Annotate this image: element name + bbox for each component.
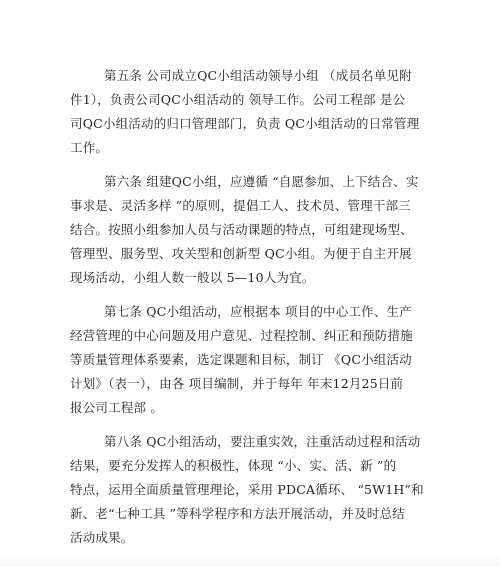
article-5-paragraph xyxy=(70,64,422,160)
article-8-line-5: 活动成果。 xyxy=(70,530,134,545)
article-7-line-3: 等质量管理体系要素，选定课题和目标，制订 《QC小组活动 xyxy=(70,352,412,367)
document-body xyxy=(70,64,424,560)
article-5-line-2: 件1），负责公司QC小组活动的 领导工作。公司工程部 是公 xyxy=(70,92,406,107)
article-6-line-1: 第六条 组建QC小组，应遵循 “自愿参加、上下结合、实 xyxy=(104,174,419,189)
article-7-line-5: 报公司工程部 。 xyxy=(70,400,164,415)
article-8-line-4: 新、老“七种工具 ”等科学程序和方法开展活动，并及时总结 xyxy=(70,506,405,521)
article-5-line-1: 第五条 公司成立QC小组活动领导小组 （成员名单见附 xyxy=(104,68,412,83)
article-6-paragraph xyxy=(70,170,422,290)
article-8-line-2: 结果，要充分发挥人的积极性，体现 “小、实、活、新 ”的 xyxy=(70,458,397,473)
article-6-line-2: 事求是、灵活多样 ”的原则，提倡工人、技术员、管理干部三 xyxy=(70,198,411,213)
article-6-line-3: 结合。按照小组参加人员与活动课题的特点，可组建现场型、 xyxy=(70,222,413,237)
article-6-line-5: 现场活动，小组人数一般以 5—10人为宜。 xyxy=(70,270,315,285)
article-7-paragraph xyxy=(70,300,422,420)
article-7-line-2: 经营管理的中心问题及用户意见、过程控制、纠正和预防措施 xyxy=(70,328,413,343)
article-6-line-4: 管理型、服务型、攻关型和创新型 QC小组。为便于自主开展 xyxy=(70,246,412,261)
article-7-line-1: 第七条 QC小组活动，应根据本 项目的中心工作、生产 xyxy=(104,304,412,319)
article-7-line-4: 计划》（表一），由各 项目编制，并于每年 年末12月25日前 xyxy=(70,376,404,391)
article-5-line-4: 工作。 xyxy=(70,140,109,155)
page-bottom-fade xyxy=(0,556,500,566)
article-5-line-3: 司QC小组活动的归口管理部门，负责 QC小组活动的日常管理 xyxy=(70,116,420,131)
article-8-line-1: 第八条 QC小组活动，要注重实效，注重活动过程和活动 xyxy=(104,434,421,449)
article-8-paragraph xyxy=(70,430,424,550)
article-8-line-3: 特点，运用全面质量管理理论，采用 PDCA循环、 “5W1H”和 xyxy=(70,482,424,497)
